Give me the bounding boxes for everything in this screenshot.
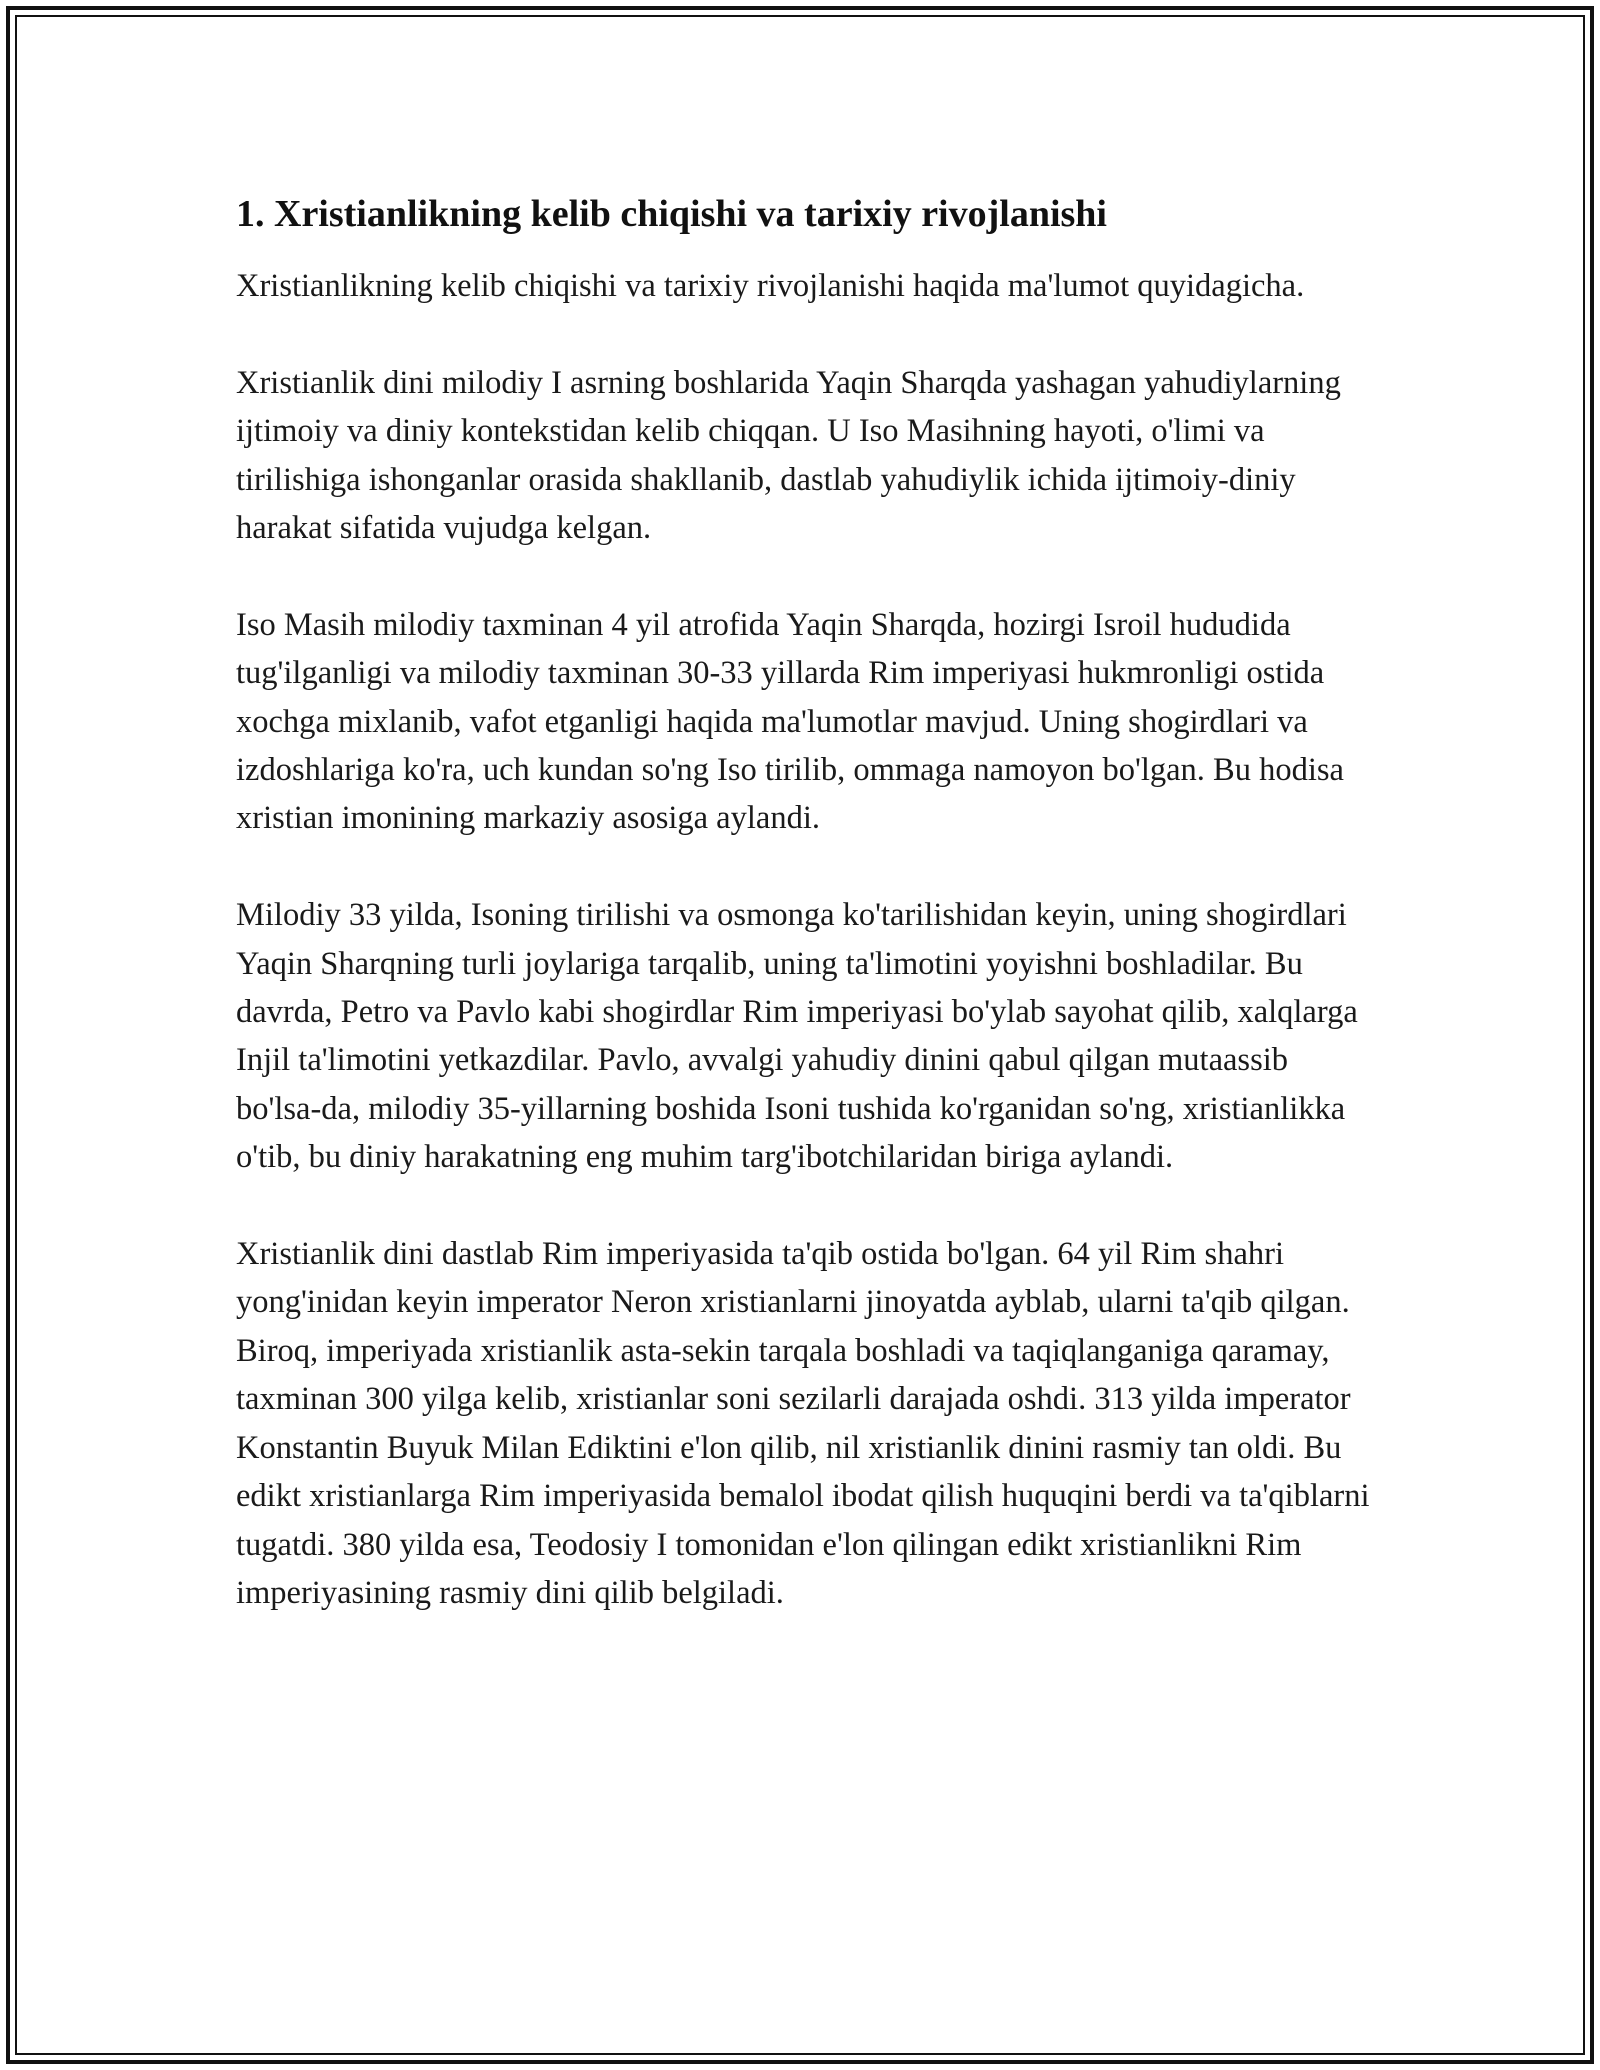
paragraph-jesus: Iso Masih milodiy taxminan 4 yil atrofida Yaqin Sharqda, hozirgi Isroil hududida tug'ilganligi va milodiy taxminan 30-33 yillarda Rim imperiyasi hukmronligi ostida xochga mixlanib, vafot etganligi haqida ma'lumotlar mavjud. Uning shogirdlari va izdoshlariga ko'ra, uch kundan so'ng Iso tirilib, ommaga namoyon bo'lgan. Bu hodisa xristian imonining markaziy asosiga aylandi. <box>236 606 1344 837</box>
paragraph-intro: Xristianlikning kelib chiqishi va tarixiy rivojlanishi haqida ma'lumot quyidagicha. <box>236 268 1305 304</box>
paragraph-origins: Xristianlik dini milodiy I asrning boshlarida Yaqin Sharqda yashagan yahudiylarning ijtimoiy va diniy kontekstidan kelib chiqqan. U Iso Masihning hayoti, o'limi va tirilishiga ishonganlar orasida shakllanib, dastlab yahudiylik ichida ijtimoiy-diniy harakat sifatida vujudga kelgan. <box>236 364 1341 547</box>
document-body <box>236 186 1376 1666</box>
paragraph-rome: Xristianlik dini dastlab Rim imperiyasida ta'qib ostida bo'lgan. 64 yil Rim shahri yong'inidan keyin imperator Neron xristianlarni jinoyatda ayblab, ularni ta'qib qilgan. Biroq, imperiyada xristianlik asta-sekin tarqala boshladi va taqiqlanganiga qaramay, taxminan 300 yilga kelib, xristianlar soni sezilarli darajada oshdi. 313 yilda imperator Konstantin Buyuk Milan Ediktini e'lon qilib, nil xristianlik dinini rasmiy tan oldi. Bu edikt xristianlarga Rim imperiyasida bemalol ibodat qilish huquqini berdi va ta'qiblarni tugatdi. 380 yilda esa, Teodosiy I tomonidan e'lon qilingan edikt xristianlikni Rim imperiyasining rasmiy dini qilib belgiladi. <box>236 1236 1370 1611</box>
paragraph-apostles: Milodiy 33 yilda, Isoning tirilishi va osmonga ko'tarilishidan keyin, uning shogirdlari Yaqin Sharqning turli joylariga tarqalib, uning ta'limotini yoyishni boshladilar. Bu davrda, Petro va Pavlo kabi shogirdlar Rim imperiyasi bo'ylab sayohat qilib, xalqlarga Injil ta'limotini yetkazdilar. Pavlo, avvalgi yahudiy dinini qabul qilgan mutaassib bo'lsa-da, milodiy 35-yillarning boshida Isoni tushida ko'rganidan so'ng, xristianlikka o'tib, bu diniy harakatning eng muhim targ'ibotchilaridan biriga aylandi. <box>236 897 1358 1176</box>
section-heading: 1. Xristianlikning kelib chiqishi va tarixiy rivojlanishi <box>236 193 1107 235</box>
